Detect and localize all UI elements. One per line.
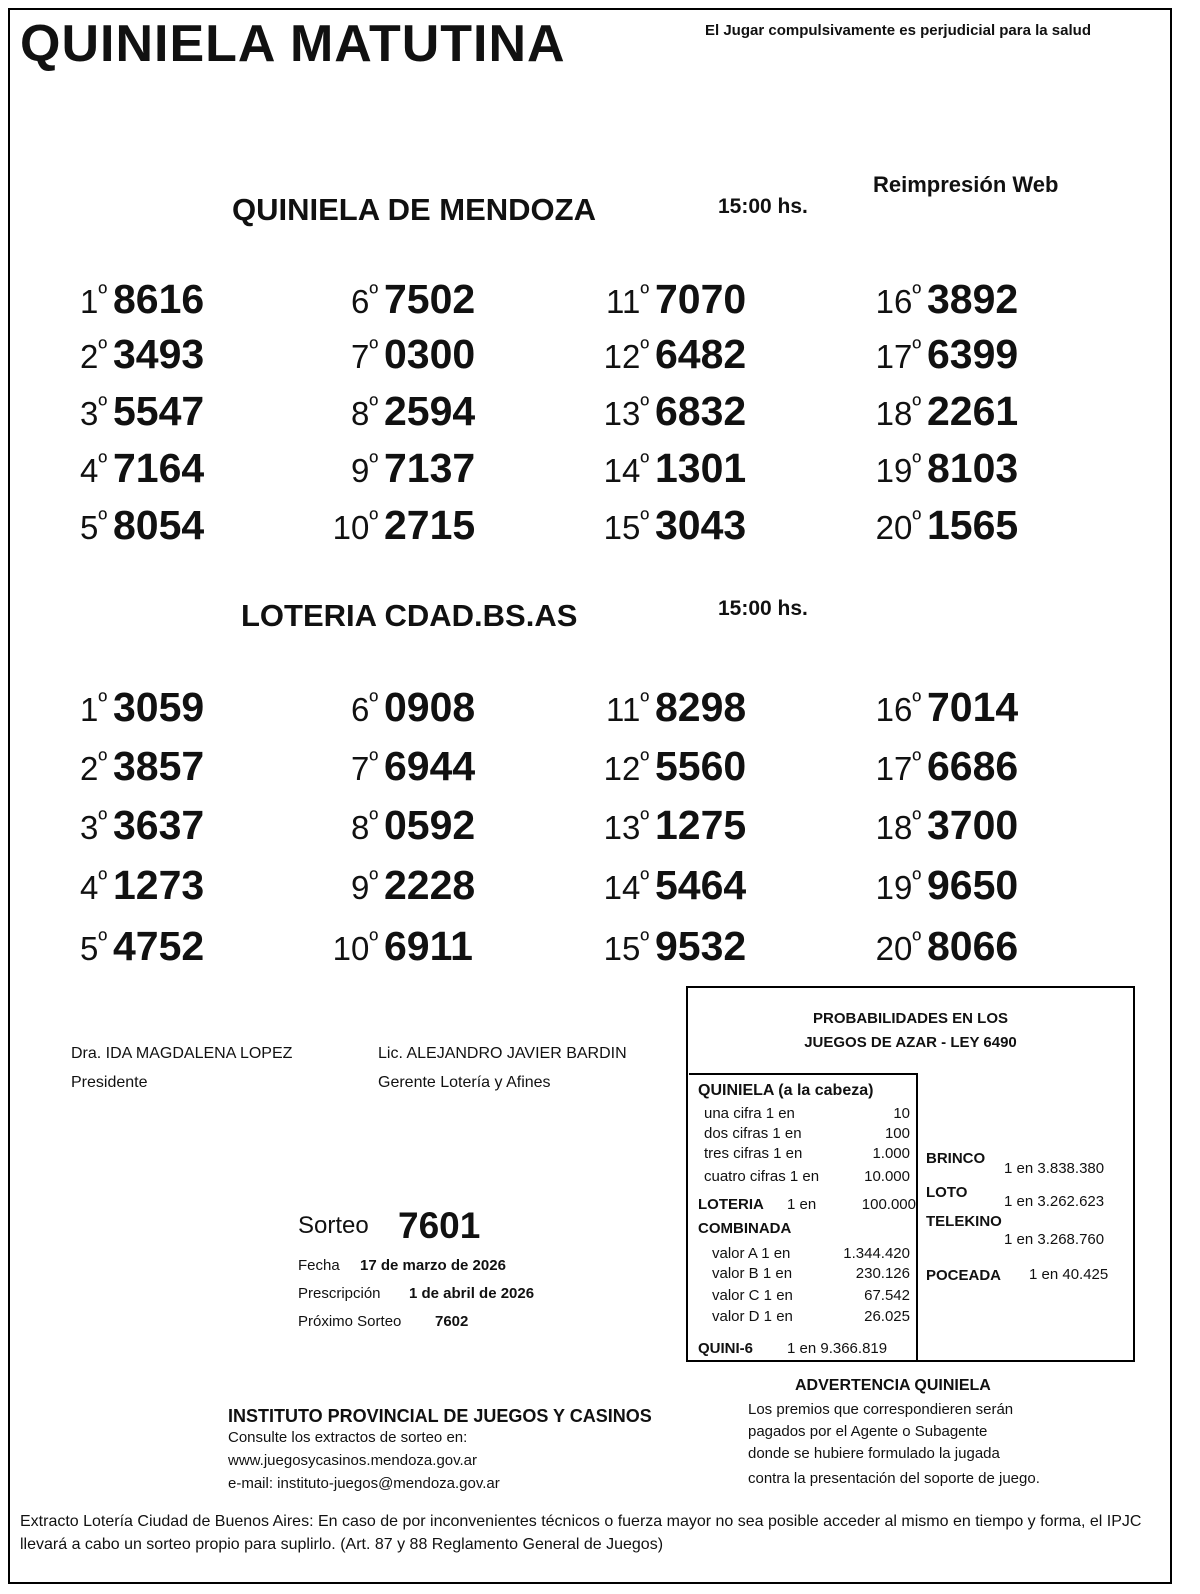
probabilities-heading-2: JUEGOS DE AZAR - LEY 6490 [804, 1034, 1017, 1051]
result-position: $5^º$ [79, 506, 107, 546]
result-position: $7^º$ [350, 335, 378, 375]
result-number: 7070 [655, 276, 747, 322]
result-position: $10^º$ [332, 927, 378, 967]
result-number: 1565 [927, 502, 1019, 548]
result-position: $14^º$ [603, 866, 649, 906]
draw-number: 7601 [398, 1205, 481, 1246]
signature-right-role: Gerente Lotería y Afines [378, 1074, 551, 1091]
combinada-odds-label: valor D 1 en [712, 1308, 793, 1325]
result-number: 5464 [655, 862, 747, 908]
result-number: 1273 [113, 862, 205, 908]
result-number: 0908 [384, 684, 476, 730]
result-number: 0300 [384, 331, 476, 377]
result-position: $3^º$ [79, 392, 107, 432]
combinada-odds-label: valor C 1 en [712, 1287, 793, 1304]
result-number: 6944 [384, 743, 476, 789]
combinada-odds-value: 26.025 [864, 1308, 910, 1325]
result-number: 1301 [655, 445, 747, 491]
result-number: 6911 [384, 923, 473, 969]
result-position: $5^º$ [79, 927, 107, 967]
result-number: 3043 [655, 502, 747, 548]
result-number: 5547 [113, 388, 205, 434]
result-number: 2228 [384, 862, 476, 908]
result-number: 5560 [655, 743, 747, 789]
result-number: 6832 [655, 388, 747, 434]
result-number: 8103 [927, 445, 1019, 491]
result-position: $15^º$ [603, 927, 649, 967]
institute-email-link[interactable]: e-mail: instituto-juegos@mendoza.gov.ar [228, 1475, 500, 1492]
result-position: $7^º$ [350, 747, 378, 787]
advertencia-line: pagados por el Agente o Subagente [748, 1423, 988, 1440]
result-position: $20^º$ [875, 927, 921, 967]
draw-date-label: Fecha [298, 1257, 340, 1274]
result-position: $10^º$ [332, 506, 378, 546]
draw-date: 17 de marzo de 2026 [360, 1257, 506, 1274]
result-position: $12^º$ [603, 747, 649, 787]
result-number: 4752 [113, 923, 205, 969]
quiniela-odds-value: 1.000 [872, 1145, 910, 1162]
signature-left-role: Presidente [71, 1074, 148, 1091]
result-position: $2^º$ [79, 335, 107, 375]
combinada-odds-value: 230.126 [855, 1265, 910, 1282]
signature-left-name: Dra. IDA MAGDALENA LOPEZ [71, 1045, 293, 1062]
section-time-mendoza: 15:00 hs. [718, 195, 808, 218]
result-number: 6399 [927, 331, 1019, 377]
prescription-label: Prescripción [298, 1285, 381, 1302]
section-time-loteria: 15:00 hs. [718, 597, 808, 620]
quiniela-odds-value: 10 [893, 1105, 910, 1122]
advertencia-line: contra la presentación del soporte de juego. [748, 1470, 1040, 1487]
quiniela-odds-label: tres cifras 1 en [704, 1145, 803, 1162]
result-number: 9532 [655, 923, 747, 969]
result-position: $11^º$ [606, 280, 649, 320]
institute-consult-text: Consulte los extractos de sorteo en: [228, 1429, 468, 1446]
loto-odds-value: 1 en 3.262.623 [1004, 1193, 1105, 1210]
result-number: 2261 [927, 388, 1019, 434]
result-position: $8^º$ [350, 392, 378, 432]
draw-label: Sorteo [298, 1212, 369, 1239]
quini6-odds-value: 1 en 9.366.819 [787, 1340, 888, 1357]
poceada-odds-value: 1 en 40.425 [1029, 1266, 1109, 1283]
result-position: $14^º$ [603, 449, 649, 489]
result-number: 3892 [927, 276, 1019, 322]
page-title: QUINIELA MATUTINA [20, 15, 566, 73]
loteria-odds-label: LOTERIA [698, 1196, 764, 1213]
signature-right-name: Lic. ALEJANDRO JAVIER BARDIN [378, 1045, 627, 1062]
result-number: 8616 [113, 276, 205, 322]
result-position: $19^º$ [875, 449, 921, 489]
result-position: $16^º$ [875, 280, 921, 320]
result-number: 8298 [655, 684, 747, 730]
result-position: $2^º$ [79, 747, 107, 787]
result-number: 6482 [655, 331, 747, 377]
result-number: 6686 [927, 743, 1019, 789]
next-draw-number: 7602 [435, 1313, 469, 1330]
prescription-date: 1 de abril de 2026 [409, 1285, 535, 1302]
quiniela-odds-value: 100 [884, 1125, 910, 1142]
result-number: 7502 [384, 276, 476, 322]
result-number: 8054 [113, 502, 205, 548]
advertencia-title: ADVERTENCIA QUINIELA [795, 1377, 991, 1394]
result-number: 3857 [113, 743, 205, 789]
result-number: 8066 [927, 923, 1019, 969]
result-number: 3059 [113, 684, 205, 730]
loteria-odds-value: 100.000 [861, 1196, 916, 1213]
result-number: 7137 [384, 445, 476, 491]
section-title-loteria: LOTERIA CDAD.BS.AS [241, 598, 578, 633]
result-position: $17^º$ [875, 747, 921, 787]
result-position: $1^º$ [79, 280, 107, 320]
result-position: $4^º$ [79, 449, 107, 489]
telekino-odds-value: 1 en 3.268.760 [1004, 1231, 1105, 1248]
result-number: 2594 [384, 388, 476, 434]
result-number: 7014 [927, 684, 1019, 730]
quiniela-odds-label: dos cifras 1 en [704, 1125, 802, 1142]
result-position: $13^º$ [603, 806, 649, 846]
result-position: $9^º$ [350, 449, 378, 489]
quini6-odds-label: QUINI-6 [698, 1340, 754, 1357]
institute-name: INSTITUTO PROVINCIAL DE JUEGOS Y CASINOS [228, 1406, 652, 1426]
loteria-odds-prefix: 1 en [787, 1196, 817, 1213]
combinada-odds-value: 1.344.420 [843, 1245, 910, 1262]
result-number: 9650 [927, 862, 1019, 908]
result-number: 2715 [384, 502, 476, 548]
result-position: $18^º$ [875, 392, 921, 432]
quiniela-odds-value: 10.000 [864, 1168, 910, 1185]
result-position: $18^º$ [875, 806, 921, 846]
combinada-odds-label: valor A 1 en [712, 1245, 791, 1262]
result-position: $13^º$ [603, 392, 649, 432]
result-position: $19^º$ [875, 866, 921, 906]
brinco-odds-label: BRINCO [926, 1150, 986, 1167]
result-position: $9^º$ [350, 866, 378, 906]
result-position: $20^º$ [875, 506, 921, 546]
result-position: $3^º$ [79, 806, 107, 846]
telekino-odds-label: TELEKINO [926, 1213, 1002, 1230]
result-position: $1^º$ [79, 688, 107, 728]
advertencia-line: donde se hubiere formulado la jugada [748, 1445, 1000, 1462]
loto-odds-label: LOTO [926, 1184, 968, 1201]
poceada-odds-label: POCEADA [926, 1267, 1002, 1284]
result-number: 3700 [927, 802, 1019, 848]
next-draw-label: Próximo Sorteo [298, 1313, 402, 1330]
result-position: $16^º$ [875, 688, 921, 728]
quiniela-odds-title: QUINIELA (a la cabeza) [698, 1082, 874, 1099]
advertencia-line: Los premios que correspondieren serán [748, 1401, 1014, 1418]
result-number: 1275 [655, 802, 747, 848]
result-position: $12^º$ [603, 335, 649, 375]
brinco-odds-value: 1 en 3.838.380 [1004, 1160, 1105, 1177]
combinada-odds-title: COMBINADA [698, 1220, 792, 1237]
result-position: $15^º$ [603, 506, 649, 546]
quiniela-odds-label: cuatro cifras 1 en [704, 1168, 820, 1185]
section-title-mendoza: QUINIELA DE MENDOZA [232, 192, 596, 227]
result-number: 3637 [113, 802, 205, 848]
quiniela-odds-label: una cifra 1 en [704, 1105, 795, 1122]
result-position: $11^º$ [606, 688, 649, 728]
reprint-label: Reimpresión Web [873, 172, 1059, 197]
result-number: 7164 [113, 445, 205, 491]
health-warning: El Jugar compulsivamente es perjudicial para la salud [705, 22, 1091, 39]
probabilities-heading-1: PROBABILIDADES EN LOS [812, 1010, 1008, 1027]
result-position: $6^º$ [350, 688, 378, 728]
result-number: 3493 [113, 331, 205, 377]
footer-note: Extracto Lotería Ciudad de Buenos Aires: En caso de por inconvenientes técnicos o fuerza mayor no sea posible acceder al mismo en tiempo y forma, el IPJC llevará a cabo un sorteo propio para suplirlo. (Art. 87 y 88 Reglamento General de Juegos) [20, 1513, 1142, 1553]
result-position: $6^º$ [350, 280, 378, 320]
combinada-odds-value: 67.542 [864, 1287, 910, 1304]
result-position: $4^º$ [79, 866, 107, 906]
result-position: $8^º$ [350, 806, 378, 846]
result-position: $17^º$ [875, 335, 921, 375]
combinada-odds-label: valor B 1 en [712, 1265, 793, 1282]
institute-website-link[interactable]: www.juegosycasinos.mendoza.gov.ar [228, 1452, 478, 1469]
result-number: 0592 [384, 802, 476, 848]
